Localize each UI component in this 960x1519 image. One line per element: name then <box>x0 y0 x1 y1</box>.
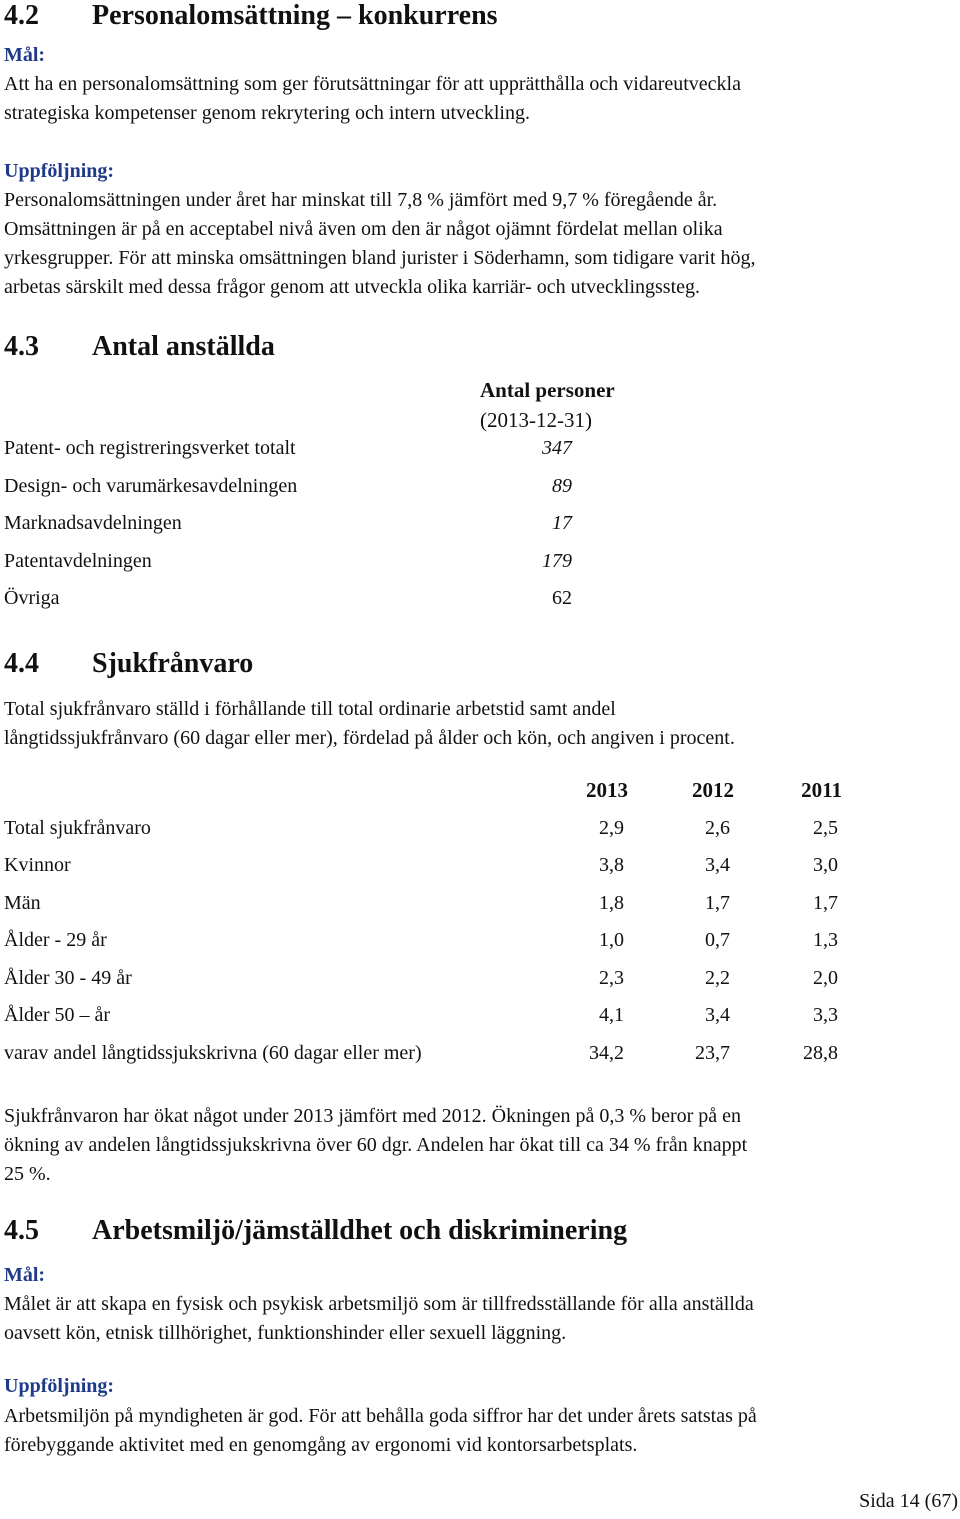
text-line: Målet är att skapa en fysisk och psykisk arbetsmiljö som är tillfredsställande för alla anställda <box>4 1293 754 1315</box>
text-line: långtidssjukfrånvaro (60 dagar eller mer), fördelad på ålder och kön, och angiven i procent. <box>4 727 735 749</box>
sick-leave-value: 0,7 <box>705 929 730 951</box>
section-number: 4.3 <box>4 331 39 362</box>
sick-leave-row-label: Ålder 30 - 49 år <box>4 967 132 989</box>
goal-label: Mål: <box>4 1264 46 1286</box>
sick-leave-value: 28,8 <box>803 1042 838 1064</box>
page-number: Sida 14 (67) <box>859 1490 958 1512</box>
sick-leave-row-label: Män <box>4 892 41 914</box>
section-4-2-heading <box>4 0 498 32</box>
text-line: Arbetsmiljön på myndigheten är god. För att behålla goda siffror har det under årets satstas på <box>4 1405 757 1427</box>
goal-paragraph <box>4 70 741 128</box>
sick-leave-row-label: Total sjukfrånvaro <box>4 817 151 839</box>
sick-leave-row-label: Ålder - 29 år <box>4 929 107 951</box>
section-number: 4.2 <box>4 0 39 31</box>
section-number: 4.4 <box>4 648 39 679</box>
sick-leave-value: 3,3 <box>813 1004 838 1026</box>
sick-leave-value: 1,7 <box>813 892 838 914</box>
text-line: arbetas särskilt med dessa frågor genom att utveckla olika karriär- och utvecklingssteg. <box>4 276 701 298</box>
sick-leave-value: 1,8 <box>599 892 624 914</box>
sick-leave-value: 34,2 <box>589 1042 624 1064</box>
sick-leave-value: 3,4 <box>705 854 730 876</box>
section-4-3-heading <box>4 331 275 363</box>
sick-leave-row-label: varav andel långtidssjukskrivna (60 dagar eller mer) <box>4 1042 422 1064</box>
section-title: Sjukfrånvaro <box>92 648 254 679</box>
sick-leave-value: 2,0 <box>813 967 838 989</box>
employee-row-value: 89 <box>552 475 572 497</box>
employee-row-value: 347 <box>542 437 572 459</box>
sick-leave-value: 1,7 <box>705 892 730 914</box>
sick-leave-value: 2,5 <box>813 817 838 839</box>
sick-leave-value: 3,4 <box>705 1004 730 1026</box>
year-header: 2013 <box>586 778 628 802</box>
sick-leave-value: 1,3 <box>813 929 838 951</box>
text-line: Sjukfrånvaron har ökat något under 2013 jämfört med 2012. Ökningen på 0,3 % beror på en <box>4 1105 742 1127</box>
text-line: yrkesgrupper. För att minska omsättningen bland jurister i Söderhamn, som tidigare varit hög, <box>4 247 756 269</box>
employee-row-label: Patent- och registreringsverket totalt <box>4 437 296 459</box>
sick-leave-row-label: Ålder 50 – år <box>4 1004 111 1026</box>
column-header: Antal personer <box>480 378 615 402</box>
employee-row-value: 62 <box>552 587 572 609</box>
sick-leave-value: 2,6 <box>705 817 730 839</box>
follow-up-paragraph <box>4 186 756 302</box>
text-line: strategiska kompetenser genom rekrytering och intern utveckling. <box>4 102 530 124</box>
text-line: ökning av andelen långtidssjukskrivna över 60 dgr. Andelen har ökat till ca 34 % från knappt <box>4 1134 748 1156</box>
employee-row-value: 179 <box>542 550 572 572</box>
section-title: Antal anställda <box>92 331 275 362</box>
sick-leave-value: 4,1 <box>599 1004 624 1026</box>
follow-up-paragraph <box>4 1402 757 1460</box>
year-header: 2011 <box>801 778 842 802</box>
sick-leave-value: 23,7 <box>695 1042 730 1064</box>
text-line: 25 %. <box>4 1163 51 1185</box>
employee-row-label: Patentavdelningen <box>4 550 152 572</box>
goal-label: Mål: <box>4 44 46 66</box>
sick-leave-summary <box>4 1102 747 1189</box>
text-line: Total sjukfrånvaro ställd i förhållande till total ordinarie arbetstid samt andel <box>4 698 616 720</box>
sick-leave-row-label: Kvinnor <box>4 854 71 876</box>
goal-paragraph <box>4 1290 754 1348</box>
sick-leave-value: 2,3 <box>599 967 624 989</box>
follow-up-label: Uppföljning: <box>4 1375 115 1397</box>
section-4-5-heading <box>4 1215 627 1247</box>
sick-leave-value: 3,0 <box>813 854 838 876</box>
section-number: 4.5 <box>4 1215 39 1246</box>
sick-leave-value: 2,2 <box>705 967 730 989</box>
follow-up-label: Uppföljning: <box>4 160 115 182</box>
year-header: 2012 <box>692 778 734 802</box>
text-line: Omsättningen är på en acceptabel nivå även om den är något ojämnt fördelat mellan olika <box>4 218 723 240</box>
text-line: Personalomsättningen under året har minskat till 7,8 % jämfört med 9,7 % föregående år. <box>4 189 718 211</box>
sick-leave-intro <box>4 695 735 753</box>
section-title: Arbetsmiljö/jämställdhet och diskriminering <box>92 1215 628 1246</box>
text-line: Att ha en personalomsättning som ger förutsättningar för att upprätthålla och vidareutveckla <box>4 73 741 95</box>
section-4-4-heading <box>4 648 253 680</box>
section-title: Personalomsättning – konkurrens <box>92 0 498 31</box>
sick-leave-value: 2,9 <box>599 817 624 839</box>
employee-row-label: Övriga <box>4 587 60 609</box>
text-line: förebyggande aktivitet med en genomgång av ergonomi vid kontorsarbetsplats. <box>4 1434 638 1456</box>
sick-leave-value: 1,0 <box>599 929 624 951</box>
column-header-date: (2013-12-31) <box>480 408 592 432</box>
employee-row-value: 17 <box>552 512 572 534</box>
employee-row-label: Design- och varumärkesavdelningen <box>4 475 298 497</box>
text-line: oavsett kön, etnisk tillhörighet, funktionshinder eller sexuell läggning. <box>4 1322 567 1344</box>
sick-leave-value: 3,8 <box>599 854 624 876</box>
employee-row-label: Marknadsavdelningen <box>4 512 182 534</box>
